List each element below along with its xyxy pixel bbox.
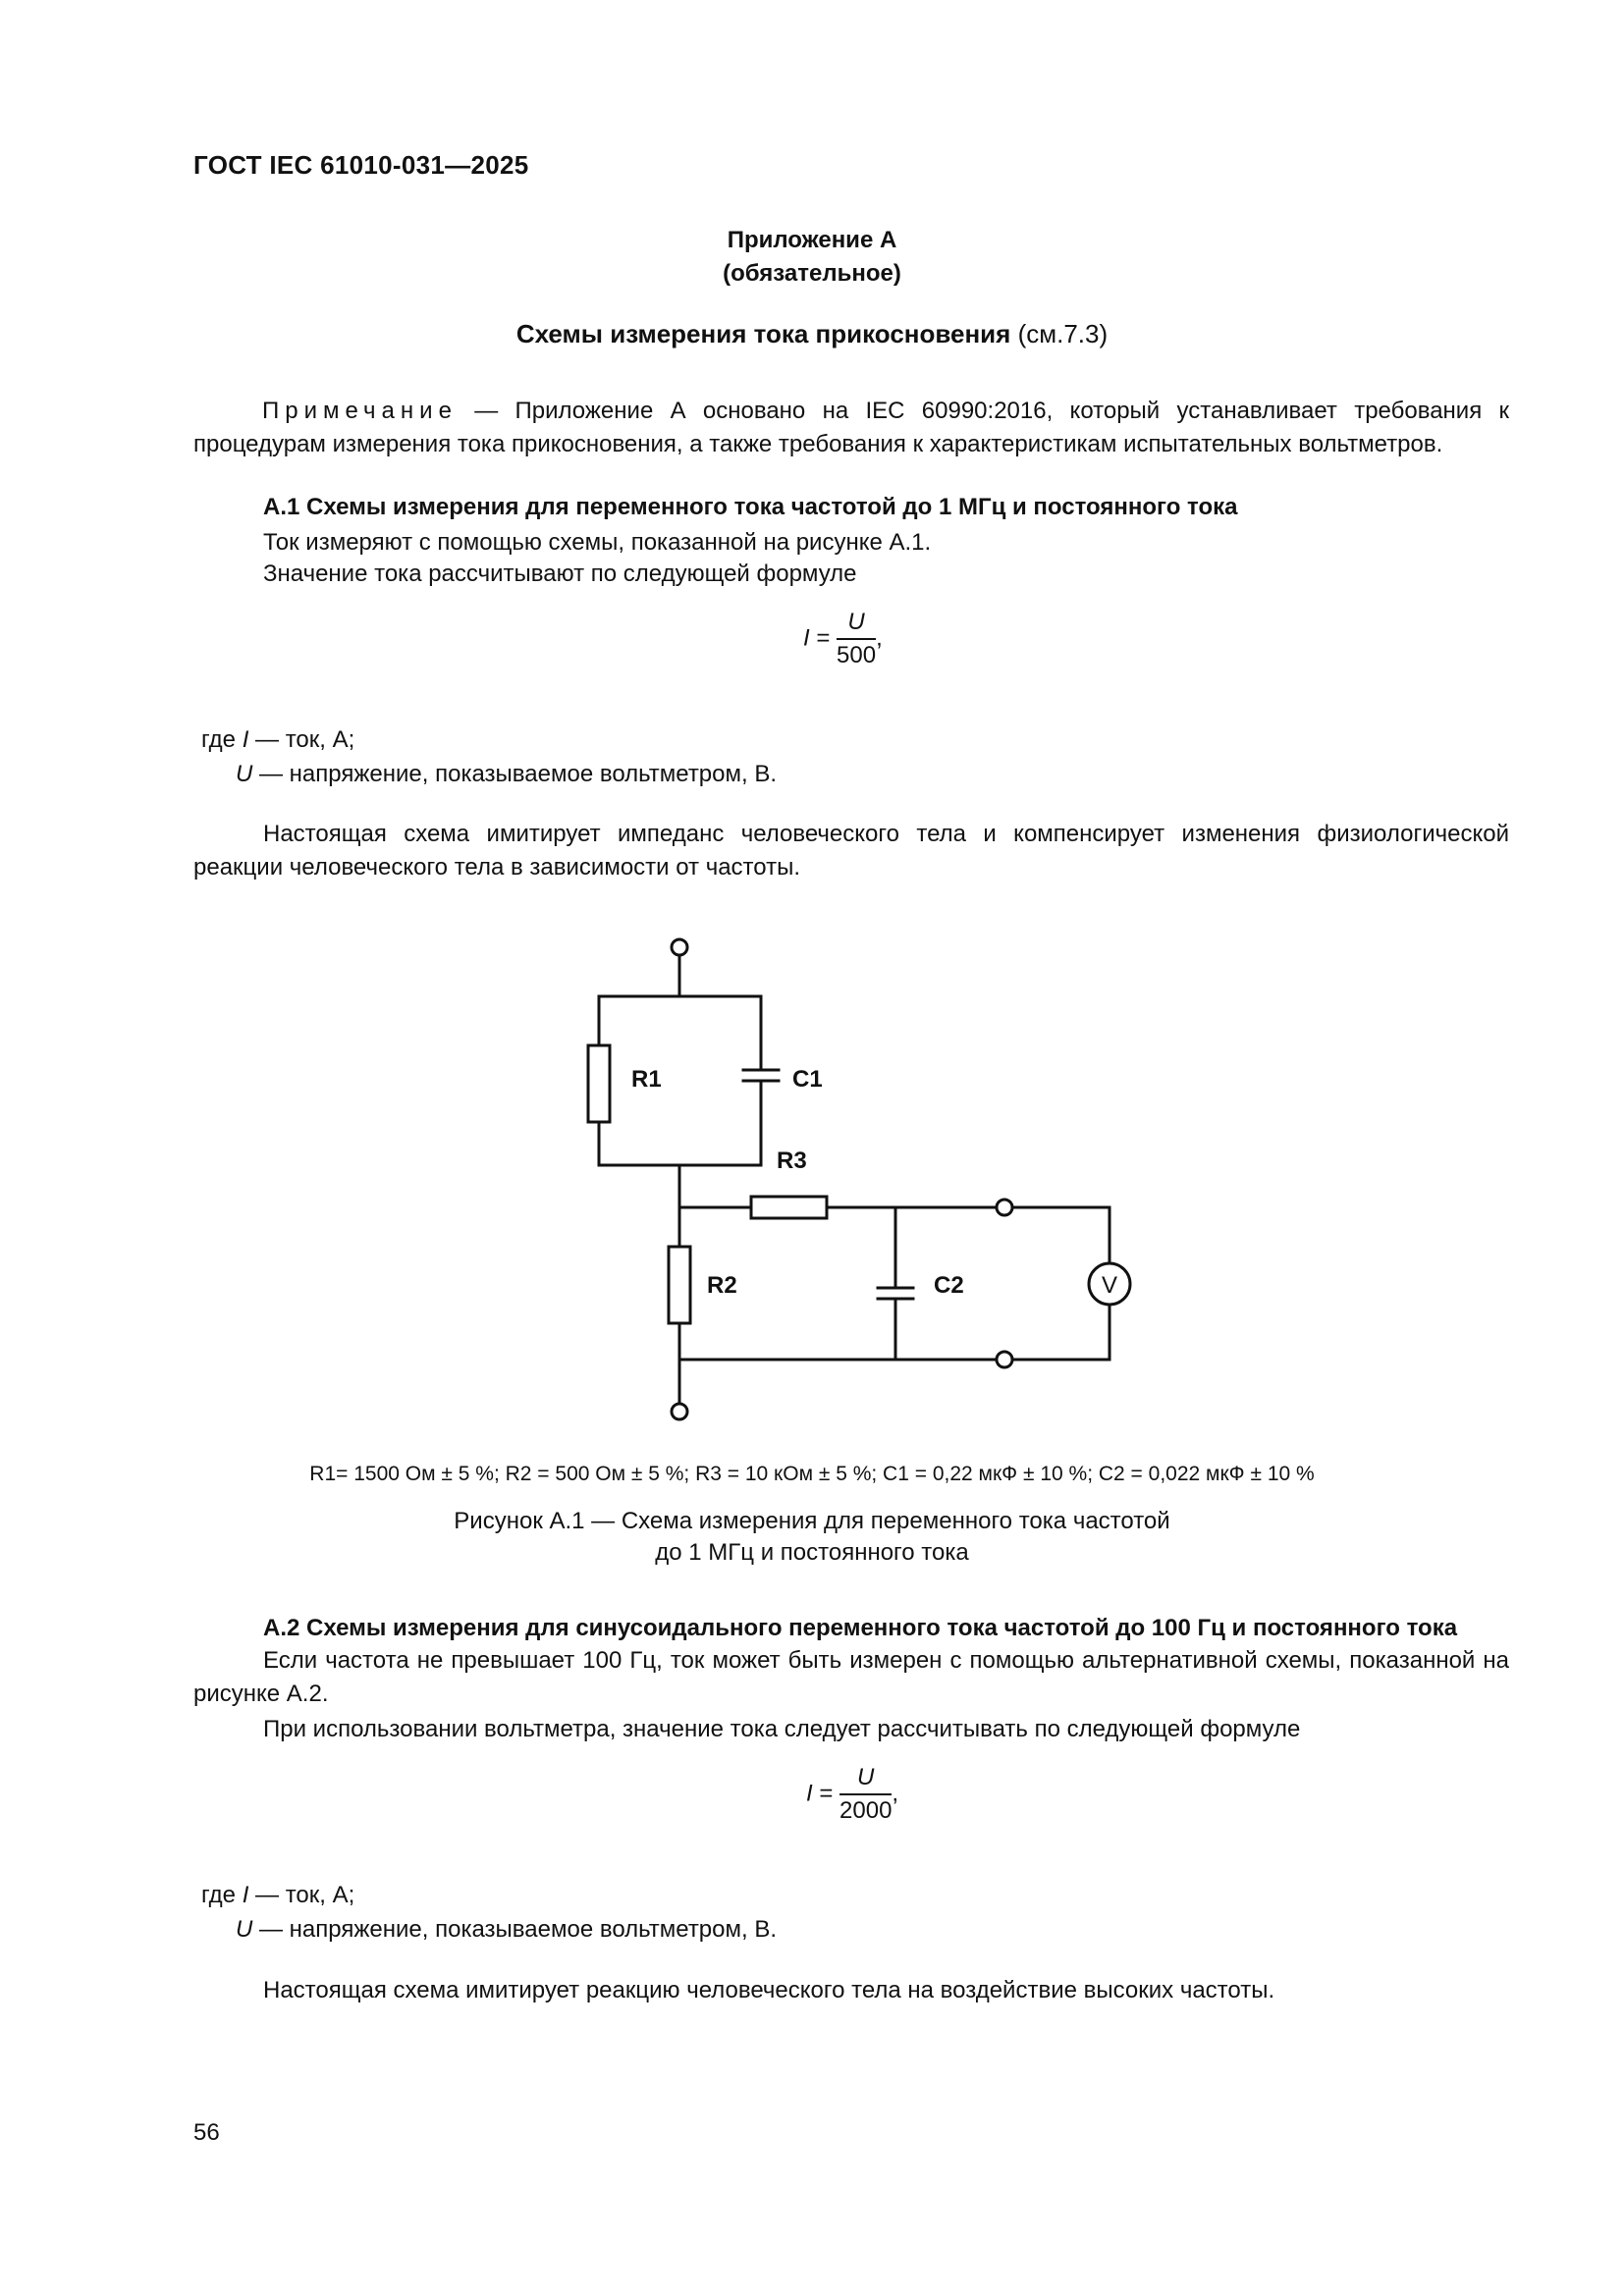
appendix-heading-ref: (см.7.3)	[1010, 319, 1109, 348]
document-header: ГОСТ IEC 61010-031—2025	[193, 150, 529, 180]
section-a2-line1: Если частота не превышает 100 Гц, ток может быть измерен с помощью альтернативной схемы, показанной на рисунке А.2.	[193, 1647, 1509, 1707]
section-a2-heading: А.2 Схемы измерения для синусоидального переменного тока частотой до 100 Гц и постоянного тока	[263, 1615, 1458, 1641]
section-a1-heading: А.1 Схемы измерения для переменного тока частотой до 1 МГц и постоянного тока	[263, 494, 1238, 520]
where-a1-sym2: U	[236, 761, 253, 787]
formula-a1-denominator: 500	[837, 642, 877, 668]
label-r1: R1	[631, 1066, 662, 1093]
voltmeter-label: V	[1101, 1272, 1118, 1299]
where-a1-prefix: где	[201, 726, 237, 753]
where-a1-desc2: — напряжение, показываемое вольтметром, В.	[252, 761, 778, 787]
formula-a2-tail: ,	[892, 1780, 899, 1807]
label-c2: C2	[934, 1272, 964, 1299]
formula-a2-numerator: U	[839, 1764, 892, 1795]
where-a2-desc2: — напряжение, показываемое вольтметром, В.	[252, 1916, 778, 1943]
figure-a1-caption-line2: до 1 МГц и постоянного тока	[655, 1539, 969, 1566]
formula-a2-eq: =	[812, 1780, 840, 1807]
where-a2-desc1: — ток, А;	[248, 1882, 355, 1908]
resistor-r3	[751, 1197, 827, 1218]
terminal-top	[672, 939, 687, 955]
terminal-bottom	[672, 1404, 687, 1419]
section-a1-line2: Значение тока рассчитывают по следующей формуле	[263, 561, 857, 587]
formula-a2	[806, 1764, 898, 1825]
appendix-heading-text: Схемы измерения тока прикосновения	[515, 319, 1011, 348]
figure-a1-caption-line1: Рисунок А.1 — Схема измерения для переменного тока частотой	[454, 1508, 1170, 1534]
label-r2: R2	[707, 1272, 737, 1299]
formula-a1-lhs: I	[803, 624, 810, 652]
section-a2-line2: При использовании вольтметра, значение тока следует рассчитывать по следующей формуле	[263, 1716, 1301, 1742]
page-number: 56	[193, 2119, 220, 2146]
section-a1-text: Настоящая схема имитирует импеданс человеческого тела и компенсирует изменения физиологической реакции человеческого тела в зависимости от частоты.	[193, 821, 1509, 881]
section-a2-text: Настоящая схема имитирует реакцию человеческого тела на воздействие высоких частоты.	[263, 1977, 1275, 2003]
figure-a1-values: R1= 1500 Ом ± 5 %; R2 = 500 Ом ± 5 %; R3 = 10 кОм ± 5 %; С1 = 0,22 мкФ ± 10 %; С2 = 0,022 мкФ ± 10 %	[309, 1463, 1315, 1485]
label-r3: R3	[777, 1148, 807, 1174]
terminal-output-bottom	[997, 1352, 1012, 1367]
label-c1: C1	[792, 1066, 823, 1093]
appendix-status: (обязательное)	[723, 260, 901, 287]
note-label: Примечание	[262, 398, 458, 424]
where-a2-row1	[201, 1879, 354, 1912]
section-a1-line1: Ток измеряют с помощью схемы, показанной на рисунке А.1.	[263, 529, 932, 556]
formula-a2-lhs: I	[806, 1780, 813, 1807]
resistor-r1	[588, 1045, 610, 1122]
where-a2-row2	[236, 1913, 777, 1947]
where-a2-prefix: где	[201, 1882, 237, 1908]
where-a1-sym1: I	[242, 726, 249, 753]
note-text: — Приложение А основано на IEC 60990:2016, который устанавливает требования к процедурам измерения тока прикосновения, а также требования к характеристикам испытательных вольтметров.	[193, 398, 1509, 457]
resistor-r2	[669, 1247, 690, 1323]
where-a1-desc1: — ток, А;	[248, 726, 355, 753]
formula-a2-denominator: 2000	[839, 1797, 893, 1824]
formula-a1-numerator: U	[837, 609, 876, 640]
appendix-title: Приложение А	[727, 227, 897, 253]
formula-a2-fraction	[839, 1764, 892, 1825]
formula-a1-eq: =	[809, 624, 838, 652]
where-a2-sym1: I	[242, 1882, 249, 1908]
where-a2-sym2: U	[236, 1916, 253, 1943]
formula-a1-tail: ,	[876, 624, 883, 652]
terminal-output-top	[997, 1200, 1012, 1215]
